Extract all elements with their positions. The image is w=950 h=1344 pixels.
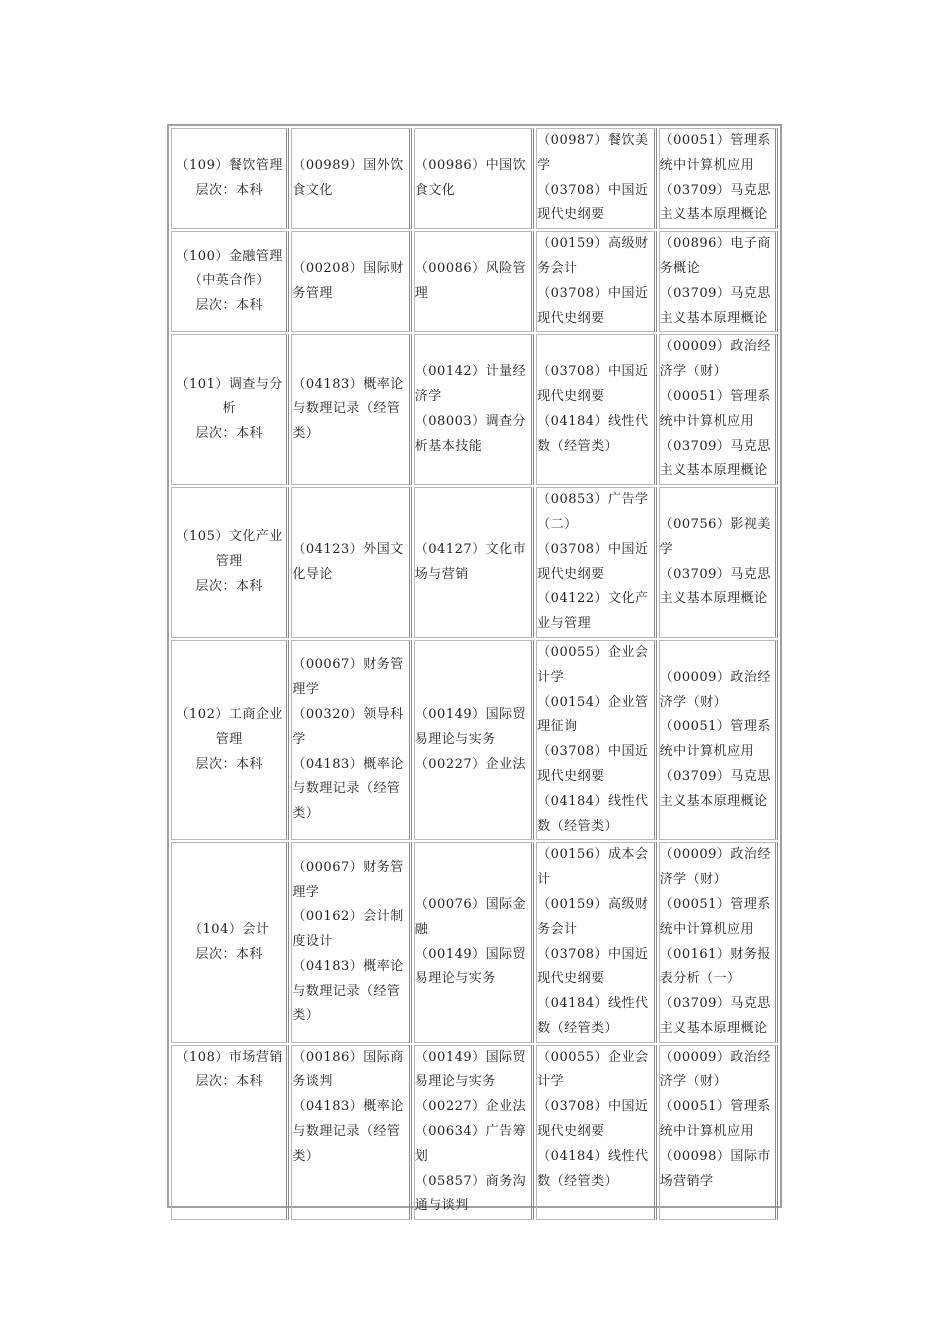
major-cell-line: 层次：本科 (195, 946, 263, 962)
course-cell-line: （04183）概率论与数理记录（经管类） (292, 958, 404, 1024)
course-cell-line: （00634）广告筹划 (414, 1124, 527, 1164)
table-row (171, 334, 778, 485)
course-cell-line: （00009）政治经济学（财） (659, 1049, 771, 1090)
course-cell (536, 842, 656, 1042)
course-cell-line: （00154）企业管理征询 (537, 694, 649, 735)
course-cell-line: （00067）财务管理学 (292, 657, 404, 698)
major-cell-line: （100）金融管理 (175, 248, 283, 264)
course-cell-line: （00186）国际商务谈判 (292, 1049, 404, 1090)
course-cell (536, 128, 656, 229)
major-cell-line: （101）调查与分析 (175, 376, 283, 417)
major-cell-line: 层次：本科 (195, 426, 263, 442)
course-cell-line: （03708）中国近现代史纲要 (537, 364, 649, 404)
course-cell (659, 334, 778, 485)
course-cell-line: （00055）企业会计学 (537, 644, 649, 685)
course-cell-line: （03709）马克思主义基本原理概论 (659, 438, 771, 479)
major-cell (171, 842, 289, 1042)
course-cell-line: （03708）中国近现代史纲要 (537, 744, 649, 784)
course-cell-line: （03709）马克思主义基本原理概论 (659, 996, 771, 1036)
course-cell-line: （03709）马克思主义基本原理概论 (659, 182, 771, 223)
course-cell-line: （03708）中国近现代史纲要 (537, 285, 649, 326)
major-cell-line: 层次：本科 (195, 1074, 263, 1090)
course-cell-line: （03709）马克思主义基本原理概论 (659, 768, 771, 809)
course-cell-line: （03709）马克思主义基本原理概论 (659, 566, 771, 607)
course-cell-line: （03709）马克思主义基本原理概论 (659, 285, 771, 326)
course-cell-line: （00009）政治经济学（财） (659, 847, 771, 888)
course-cell-line: （00208）国际财务管理 (292, 260, 404, 301)
course-cell (291, 128, 411, 229)
course-cell-line: （04127）文化市场与营销 (414, 541, 527, 582)
course-cell (291, 842, 411, 1042)
course-cell (291, 334, 411, 485)
course-cell-line: （00756）影视美学 (659, 516, 771, 557)
course-cell-line: （00086）风险管理 (414, 260, 527, 301)
course-cell-line: （00142）计量经济学 (414, 364, 527, 404)
course-cell-line: （04183）概率论与数理记录（经管类） (292, 756, 404, 822)
major-cell-line: （102）工商企业管理 (175, 706, 283, 747)
table-row (171, 231, 778, 332)
course-cell (536, 231, 656, 332)
course-cell (659, 1045, 778, 1221)
table-row (171, 842, 778, 1042)
course-cell (414, 640, 534, 840)
course-cell (536, 487, 656, 638)
course-cell-line: （00986）中国饮食文化 (414, 157, 527, 198)
course-cell-line: （03708）中国近现代史纲要 (537, 1099, 649, 1140)
course-cell (659, 128, 778, 229)
course-cell-line: （00161）财务报表分析（一） (659, 946, 771, 987)
course-cell-line: （00051）管理系统中计算机应用 (659, 896, 771, 937)
course-cell-line: （03708）中国近现代史纲要 (537, 182, 649, 223)
course-cell-line: （00149）国际贸易理论与实务 (414, 946, 527, 987)
course-cell-line: （00159）高级财务会计 (537, 896, 649, 937)
course-cell-line: （00076）国际金融 (414, 896, 527, 937)
course-cell-line: （00009）政治经济学（财） (659, 669, 771, 710)
table-row (171, 487, 778, 638)
course-cell (291, 1045, 411, 1221)
course-cell-line: （00853）广告学（二） (537, 492, 649, 532)
course-cell-line: （00320）领导科学 (292, 706, 404, 747)
course-cell-line: （03708）中国近现代史纲要 (537, 946, 649, 987)
course-cell-line: （04183）概率论与数理记录（经管类） (292, 1099, 404, 1164)
major-cell-line: 层次：本科 (195, 578, 263, 594)
major-cell-line: （109）餐饮管理 (175, 157, 283, 173)
major-cell-line: （104）会计 (189, 921, 270, 937)
course-cell (659, 487, 778, 638)
course-cell-line: （00227）企业法 (414, 756, 527, 772)
course-cell-line: （04184）线性代数（经管类） (537, 793, 649, 834)
table-row (171, 1045, 778, 1221)
course-table (167, 124, 782, 1214)
course-cell-line: （00227）企业法 (414, 1099, 527, 1115)
course-cell-line: （00159）高级财务会计 (537, 236, 649, 276)
course-cell-line: （04183）概率论与数理记录（经管类） (292, 376, 404, 442)
major-cell-line: 层次：本科 (195, 182, 263, 198)
course-cell (414, 842, 534, 1042)
course-cell-line: （04123）外国文化导论 (292, 541, 404, 582)
course-cell (414, 231, 534, 332)
course-cell-line: （00051）管理系统中计算机应用 (659, 719, 771, 760)
course-cell (414, 1045, 534, 1221)
course-cell-line: （00156）成本会计 (537, 847, 649, 888)
course-table-body (171, 128, 778, 1220)
course-cell-line: （00055）企业会计学 (537, 1049, 649, 1090)
major-cell (171, 640, 289, 840)
course-cell-line: （00989）国外饮食文化 (292, 157, 404, 198)
course-cell-line: （00051）管理系统中计算机应用 (659, 133, 771, 173)
course-cell-line: （00149）国际贸易理论与实务 (414, 1049, 527, 1090)
course-cell-line: （03708）中国近现代史纲要 (537, 541, 649, 582)
course-cell (536, 640, 656, 840)
course-cell-line: （00987）餐饮美学 (537, 133, 649, 173)
course-cell-line: （04184）线性代数（经管类） (537, 413, 649, 454)
course-table-grid (169, 126, 780, 1222)
course-cell-line: （04184）线性代数（经管类） (537, 996, 649, 1036)
course-cell (659, 640, 778, 840)
major-cell-line: 层次：本科 (195, 298, 263, 314)
major-cell-line: 层次：本科 (195, 756, 263, 772)
course-cell-line: （00009）政治经济学（财） (659, 339, 771, 380)
course-cell (291, 231, 411, 332)
course-cell (536, 334, 656, 485)
course-cell-line: （00067）财务管理学 (292, 859, 404, 900)
major-cell (171, 1045, 289, 1221)
major-cell-line: （105）文化产业管理 (175, 529, 283, 570)
course-cell (291, 487, 411, 638)
course-cell-line: （04184）线性代数（经管类） (537, 1148, 649, 1189)
major-cell-line: （中英合作） (188, 273, 270, 289)
course-cell (291, 640, 411, 840)
major-cell-line: （108）市场营销 (175, 1049, 283, 1065)
course-cell-line: （00051）管理系统中计算机应用 (659, 1099, 771, 1140)
course-cell (536, 1045, 656, 1221)
course-cell-line: （00896）电子商务概论 (659, 236, 771, 276)
major-cell (171, 231, 289, 332)
course-cell (414, 334, 534, 485)
major-cell (171, 487, 289, 638)
course-cell-line: （05857）商务沟通与谈判 (414, 1173, 527, 1214)
table-row (171, 128, 778, 229)
course-cell (659, 231, 778, 332)
course-cell-line: （00162）会计制度设计 (292, 909, 404, 950)
course-cell (659, 842, 778, 1042)
major-cell (171, 334, 289, 485)
table-row (171, 640, 778, 840)
course-cell-line: （08003）调查分析基本技能 (414, 413, 527, 454)
course-cell-line: （00149）国际贸易理论与实务 (414, 706, 527, 747)
course-cell (414, 128, 534, 229)
major-cell (171, 128, 289, 229)
course-cell (414, 487, 534, 638)
course-cell-line: （00051）管理系统中计算机应用 (659, 388, 771, 429)
course-cell-line: （04122）文化产业与管理 (537, 591, 649, 632)
course-cell-line: （00098）国际市场营销学 (659, 1148, 771, 1189)
